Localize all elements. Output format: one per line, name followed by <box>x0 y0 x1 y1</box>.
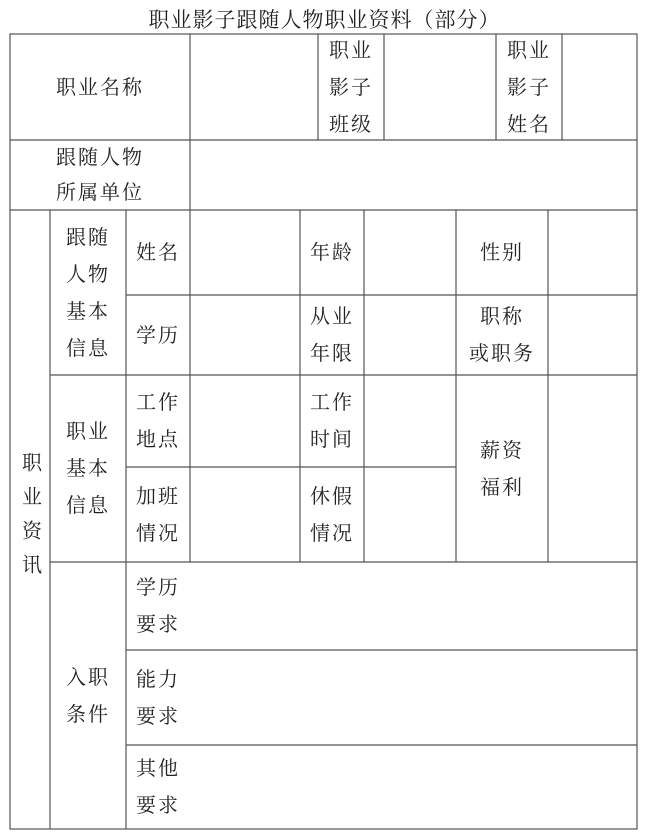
person-age-label: 年龄 <box>310 240 354 264</box>
entry-education-req-label: 学历 要求 <box>136 575 180 636</box>
person-title-field[interactable] <box>548 295 637 375</box>
section-label <box>10 210 50 829</box>
job-overtime-field[interactable] <box>190 467 300 562</box>
entry-education-req-field[interactable] <box>190 562 637 650</box>
career-name-field[interactable] <box>190 34 318 140</box>
entry-group-label: 入职 条件 <box>66 664 110 726</box>
job-salary-label: 薪资 福利 <box>480 437 524 499</box>
section-label-text: 职业资讯 <box>18 451 43 588</box>
person-age-field[interactable] <box>364 210 456 295</box>
job-salary-field[interactable] <box>548 375 637 562</box>
entry-other-req-label: 其他 要求 <box>136 756 180 817</box>
job-vacation-field[interactable] <box>364 467 456 562</box>
job-location-label: 工作 地点 <box>136 390 180 451</box>
person-group-label: 跟随 人物 基本 信息 <box>66 224 110 360</box>
person-name-field[interactable] <box>190 210 300 295</box>
shadow-name-label: 职业 影子 姓名 <box>507 37 551 136</box>
person-name-label: 姓名 <box>136 240 180 264</box>
person-education-label: 学历 <box>136 322 180 347</box>
class-field[interactable] <box>384 34 496 140</box>
person-gender-field[interactable] <box>548 210 637 295</box>
entry-other-req-field[interactable] <box>190 745 637 829</box>
person-education-field[interactable] <box>190 295 300 375</box>
person-years-field[interactable] <box>364 295 456 375</box>
shadow-name-field[interactable] <box>562 34 637 140</box>
class-label: 职业 影子 班级 <box>329 37 373 136</box>
document-title: 职业影子跟随人物职业资料（部分） <box>148 8 501 32</box>
entry-ability-req-label: 能力 要求 <box>136 666 180 728</box>
unit-label: 跟随人物 所属单位 <box>56 145 144 204</box>
person-years-label: 从业 年限 <box>310 304 354 365</box>
entry-ability-req-field[interactable] <box>190 650 637 745</box>
job-group-label: 职业 基本 信息 <box>66 419 110 517</box>
job-overtime-label: 加班 情况 <box>136 483 180 545</box>
job-location-field[interactable] <box>190 375 300 467</box>
career-name-label: 职业名称 <box>56 74 144 99</box>
job-hours-field[interactable] <box>364 375 456 467</box>
job-vacation-label: 休假 情况 <box>310 483 354 545</box>
person-title-label: 职称 或职务 <box>469 304 535 365</box>
person-gender-label: 性别 <box>480 240 524 264</box>
job-hours-label: 工作 时间 <box>310 390 354 451</box>
unit-field[interactable] <box>190 140 637 210</box>
